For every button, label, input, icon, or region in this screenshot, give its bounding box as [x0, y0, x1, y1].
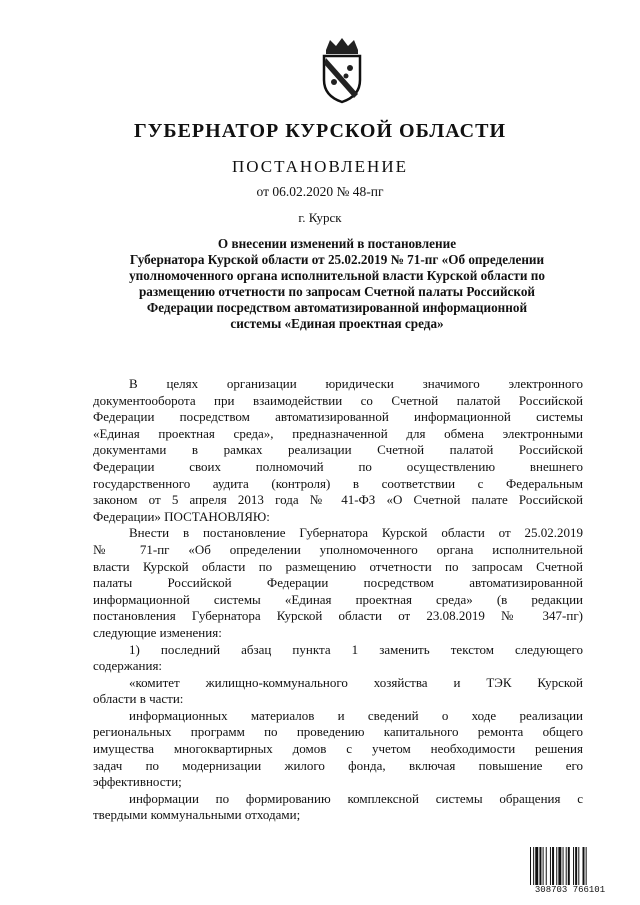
barcode-bar [573, 847, 574, 885]
barcode-number: 308703 766101 [528, 885, 612, 895]
barcode-bar [575, 847, 577, 885]
barcode-bar [530, 847, 531, 885]
subject-line: О внесении изменений в постановление [217, 236, 457, 251]
body-line: постановления Губернатора Курской области от 23.08.2019 № 347-пг) [93, 608, 583, 624]
body-line: информационной системы «Единая проектная среда» (в редакции [93, 591, 583, 607]
barcode-bar [543, 847, 544, 885]
body-line: информационных материалов и сведений о ходе реализации [129, 707, 583, 723]
issuer-title: ГУБЕРНАТОР КУРСКОЙ ОБЛАСТИ [133, 120, 507, 142]
barcode [528, 847, 612, 897]
body-line: Федерации» ПОСТАНОВЛЯЮ: [93, 508, 270, 524]
barcode-bar [563, 847, 564, 885]
body-line: эффективности; [93, 774, 182, 790]
barcode-bars [528, 847, 612, 885]
barcode-bar [568, 847, 570, 885]
barcode-bar [539, 847, 541, 885]
barcode-bar [583, 847, 585, 885]
subject-line: размещению отчетности по запросам Счетной палаты Российской [138, 284, 536, 299]
body-line: № 71-пг «Об определении уполномоченного органа исполнительной [93, 541, 583, 557]
body-line: Федерации посредством автоматизированной информационной системы [93, 409, 583, 425]
barcode-bar [586, 847, 587, 885]
body-line: твердыми коммунальными отходами; [93, 807, 301, 823]
document-date-number: от 06.02.2020 № 48-пг [256, 184, 384, 199]
barcode-bar [558, 847, 561, 885]
body-line: 1) последний абзац пункта 1 заменить текстом следующего [129, 641, 583, 657]
body-line: содержания: [93, 658, 163, 674]
body-line: Внести в постановление Губернатора Курской области от 25.02.2019 [129, 525, 583, 541]
barcode-bar [533, 847, 534, 885]
body-line: документами в рамках реализации Счетной палатой Российской [93, 442, 583, 458]
body-line: государственного аудита (контроля) в соответствии с Федеральным [93, 475, 583, 491]
body-line: задач по модернизации жилого фонда, включая повышение его [93, 757, 583, 773]
body-line: имущества многоквартирных домов с учетом необходимости решения [93, 741, 583, 757]
barcode-bar [556, 847, 557, 885]
subject-line: уполномоченного органа исполнительной власти Курской области по [129, 268, 545, 283]
subject-line: Губернатора Курской области от 25.02.2019 № 71-пг «Об определении [129, 252, 545, 267]
body-line: документооборота при взаимодействии со Счетной палатой Российской [93, 392, 583, 408]
subject-line: Федерации посредством автоматизированной информационной [146, 300, 528, 315]
document-city: г. Курск [298, 210, 342, 225]
body-line: «комитет жилищно-коммунального хозяйства и ТЭК Курской [129, 674, 583, 690]
body-line: палаты Российской Федерации посредством автоматизированной [93, 575, 583, 591]
coat-of-arms-icon [316, 36, 368, 104]
document-body [93, 376, 583, 824]
body-line: информации по формированию комплексной системы обращения с [129, 790, 583, 806]
subject-line: системы «Единая проектная среда» [230, 316, 444, 331]
body-line: «Единая проектная среда», предназначенной для обмена электронными [93, 425, 583, 441]
barcode-bar [546, 847, 547, 885]
body-line: региональных программ по проведению капитального ремонта общего [93, 724, 583, 740]
barcode-bar [566, 847, 567, 885]
body-line: области в части: [93, 691, 184, 707]
barcode-bar [578, 847, 579, 885]
document-type: ПОСТАНОВЛЕНИЕ [231, 157, 408, 176]
barcode-bar [535, 847, 538, 885]
body-line: власти Курской области по размещению отчетности по запросам Счетной [93, 558, 583, 574]
body-line: Федерации своих полномочий по осуществлению внешнего [93, 458, 583, 474]
document-subject [80, 236, 594, 332]
body-line: законом от 5 апреля 2013 года № 41-ФЗ «О Счетной палате Российской [93, 492, 583, 508]
barcode-bar [550, 847, 551, 885]
body-line: следующие изменения: [93, 624, 222, 640]
barcode-bar [552, 847, 554, 885]
body-line: В целях организации юридически значимого электронного [129, 376, 583, 391]
